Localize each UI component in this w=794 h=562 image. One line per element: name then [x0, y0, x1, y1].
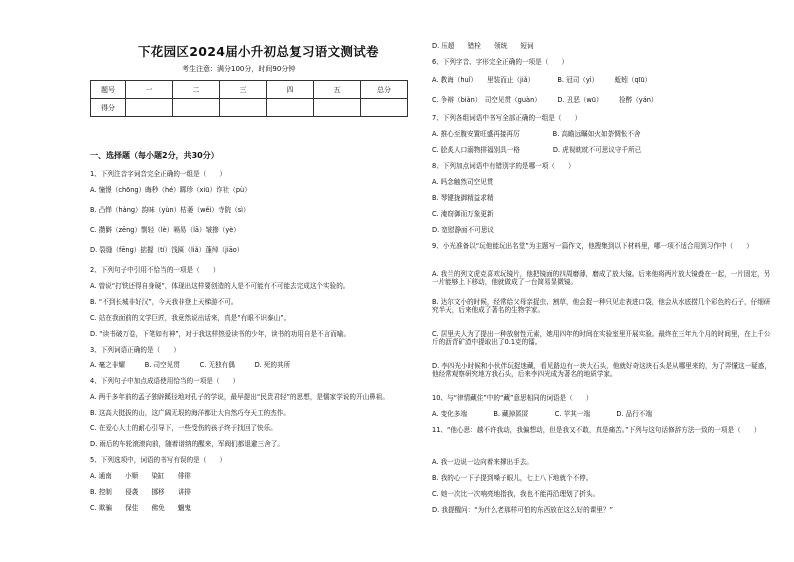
option-line: D. 我提醒问：“为什么老那样可怕的东西放在这么好的课里？” [432, 506, 613, 514]
option-line: B. 这高大挺拔的山，这广阔无垠的海洋都让大自然巧夺天工的杰作。 [90, 409, 290, 417]
option-line: D. 裂缝（fēng）掂握（tí）饯匾（liǎ）蓬绰（jiāo） [90, 246, 244, 254]
score-cell: 三 [220, 81, 267, 99]
score-cell [314, 99, 361, 117]
option-line: C. 淹窃御而万象更新 [432, 210, 494, 218]
score-cell: 总分 [361, 81, 408, 99]
question-line: 8、下列加点词语中有错别字的是哪一项（ ） [432, 162, 575, 170]
question-line: 7、下列各组词语中书写全部正确的一组是（ ） [432, 114, 582, 122]
score-cell: 四 [267, 81, 314, 99]
question-line: 4、下列句子中加点成语使用恰当的一项是（ ） [90, 377, 240, 385]
paper-title: 下花园区2024届小升初总复习语文测试卷 [138, 44, 379, 59]
option-line: A. 我兰的列文虎克喜欢玩镜片，他把镜面的四周磨薄，磨成了放大镜。后来他将两片放大镜叠在一起，一片固定，另一片能够上下移动，他就做成了一台简易显微镜。 [432, 270, 771, 286]
option-line: D. “读书破万卷，下笔如有神”，对于我这样热爱读书的少年，读书的功用自是不言而喻。 [90, 330, 351, 338]
option-line: C. 在爱心人士的耐心引导下，一些受伤的孩子终于找回了快乐。 [90, 424, 277, 432]
score-cell [267, 99, 314, 117]
score-table-header-row [91, 81, 408, 99]
option-line: B. 我的心一下子提到嗓子眼儿，七上八下地就个不停。 [432, 474, 593, 482]
option-line: A. 憧憬（chōng）晦秒（hé）踯珍（xiū）诈社（pù） [90, 186, 251, 194]
question-line: 1、下列注音字词音完全正确的一组是（ ） [90, 170, 227, 178]
score-cell: 得分 [91, 99, 126, 117]
option-line: A. 变化多端 B. 藏掉匿匿 C. 苹其一端 D. 品行不端 [432, 410, 652, 418]
score-cell [220, 99, 267, 117]
score-table-score-row [91, 99, 408, 117]
score-table [90, 80, 408, 117]
option-line: D. 宽慰静面不可思议 [432, 226, 495, 234]
question-line: 5、下列选项中，词语的书写有误的是（ ） [90, 456, 227, 464]
option-line: D. 雨后的车轮滚滚向前，随着谱纳的醒来，军阀们都退避三舍了。 [90, 440, 284, 448]
option-line: C. 欺骗 保佳 佛免 魍鬼 [90, 504, 192, 512]
option-line: B. 琴键拢御精益求精 [432, 194, 494, 202]
question-line: 10、与“律情藏住”中的“藏”意思相同的词语是（ ） [432, 394, 593, 402]
question-line: 3、下列词语正确的是（ ） [90, 346, 180, 354]
score-cell [173, 99, 220, 117]
question-line: 9、小光准备以“玩他能玩出名堂”为主题写一篇作文，他搜集到以下材料里，哪一项不适合用到习作中（ ） [432, 242, 753, 250]
option-line: B. “不到长城非好汉”，今天我非登上天梯游不可。 [90, 298, 238, 306]
question-line: 11、“他心思：越不许我动，我偏想动，但是我又不敢，真是痛苦。”下列与这句话修辞方法一致的一项是（ ） [432, 426, 761, 434]
question-line: 2、下列句子中引用不恰当的一项是（ ） [90, 266, 220, 274]
score-cell [361, 99, 408, 117]
option-line: B. 达尔文小的时候，经常给父母亲捉虫、割草，他会捉一种只见走表进口袋，他会从水底捞几个彩色的石子，仔细研究半天，后来他成了著名的生物学家。 [432, 298, 771, 314]
option-line: A. 曾说“打铁还得自身硬”，体现出这样要创造的人是不可能有不可能去完成这个实验的。 [90, 282, 350, 290]
option-line: A. 通南 小顺 染缸 俳徘 [90, 472, 191, 480]
option-line: C. 攒僻（zēng）剽轻（lè）嗝易（lā）皱掺（yè） [90, 226, 240, 234]
score-cell: 一 [126, 81, 173, 99]
option-line: C. 站在我面前的文学巨匠，我竟然说出话来，真是“有眼不识泰山”。 [90, 314, 291, 322]
option-line: A. 推心至腹安置旺盛再接再厉 B. 高瞻远瞩如火如荼惆怅不舍 [432, 130, 641, 138]
option-line: A. 教诲（huǐ） 里装而止（jiǎ） B. 冠司（yì） 蚯蚓（qīū） [432, 76, 652, 84]
option-line: D. 压超 错栓 领统 短词 [432, 42, 534, 50]
question-line: 6、下列字音、字形完全正确的一项是（ ） [432, 58, 569, 66]
score-cell: 二 [173, 81, 220, 99]
score-cell: 题号 [91, 81, 126, 99]
score-cell [126, 99, 173, 117]
option-line: B. 凸惮（hàng）韵味（yùn）枯萎（wěi）寺院（sì） [90, 206, 250, 214]
section-heading: 一、选择题（每小题2分，共30分） [90, 151, 219, 160]
option-line: A. 毫之非耀 B. 司空见贯 C. 无独有偶 D. 死的其所 [90, 361, 291, 369]
option-line: C. 居里夫人为了提出一种放射性元素，她用四年的时间在实验室里开展实验。最终在三年九个月的时间里，在上千公斤的沥青矿渣中提取出了0.1克的镭。 [432, 330, 771, 346]
option-line: A. 吗念触然司空见贯 [432, 178, 494, 186]
option-line: D. 李四光小时候和小伙伴玩捉迷藏，看见路边有一块大石头，他就好奇这块石头是从哪里来的，为了弄懂这一疑惑，他经常观察研究地方我石头，后来李四光成为著名的地质学家。 [432, 362, 771, 378]
option-line: C. 她一次比一次响亮地指我，我也不能再沿理划了折头。 [432, 490, 600, 498]
score-cell: 五 [314, 81, 361, 99]
option-line: B. 控制 侵袭 挪移 讲排 [90, 488, 192, 496]
option-line: C. 争辩（biàn） 司空见贯（guàn） D. 丑恶（wū） 捡醉（yán） [432, 96, 658, 104]
option-line: A. 我一边说一边向着来撑出手去。 [432, 458, 533, 466]
option-line: C. 脍炙人口溺物排福别具一格 D. 虎视眈眈不可思议守千所已 [432, 146, 642, 154]
option-line: A. 两千多年前的孟子独辟蹊径地对孔子的学说，最早提出“民贵君轻”的思想，是儒家学说的开山鼻祖。 [90, 393, 389, 401]
exam-notice: 考生注意：满分100分，时间90分钟 [182, 65, 296, 73]
